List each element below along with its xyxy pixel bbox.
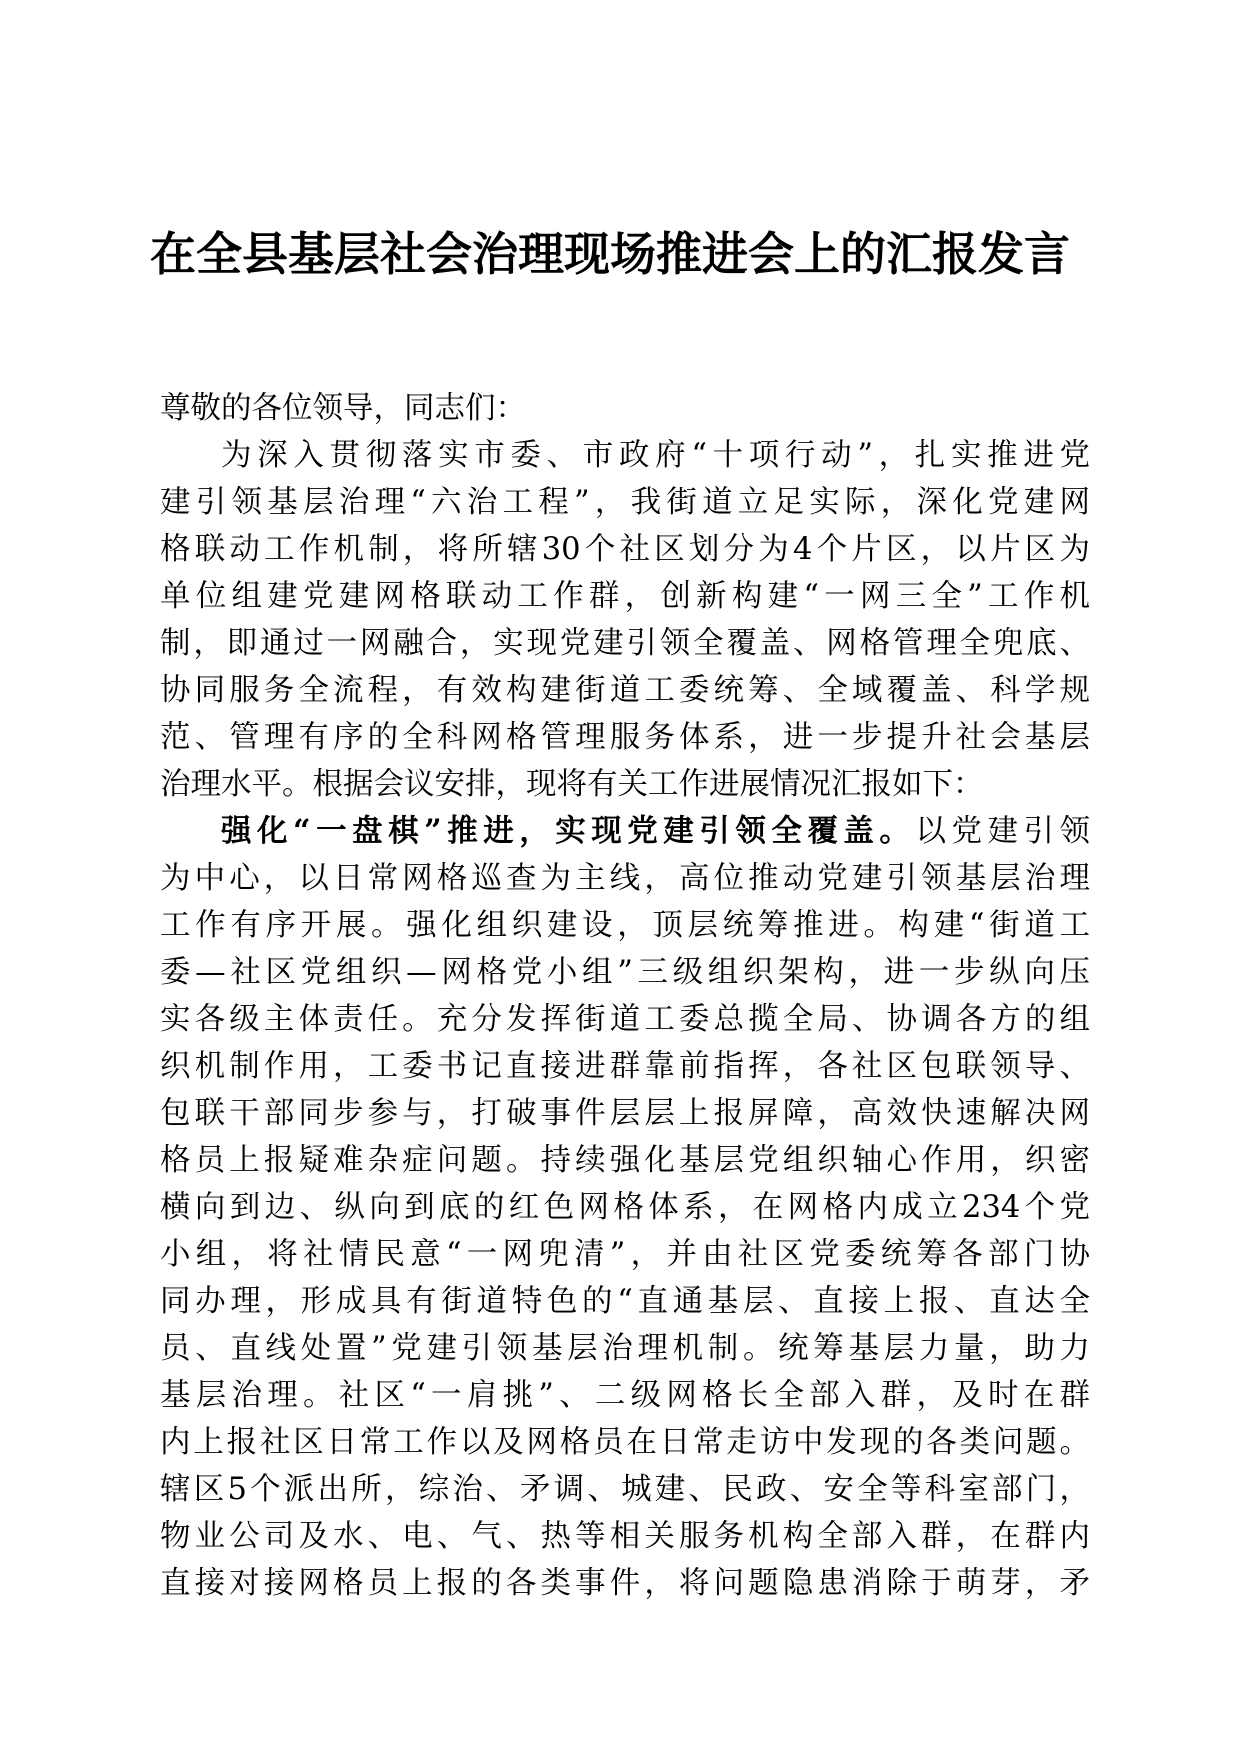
- paragraph-line: 为中心，以日常网格巡查为主线，高位推动党建引领基层治理: [160, 861, 1090, 896]
- document-body: [160, 385, 1090, 1607]
- paragraph-line: 包联干部同步参与，打破事件层层上报屏障，高效快速解决网: [160, 1096, 1090, 1131]
- paragraph-line: 辖区5个派出所，综治、矛调、城建、民政、安全等科室部门，: [160, 1472, 1090, 1507]
- paragraph-1: [160, 432, 1090, 808]
- paragraph-line: 直接对接网格员上报的各类事件，将问题隐患消除于萌芽，矛: [160, 1566, 1090, 1601]
- paragraph-line: 建引领基层治理“六治工程”，我街道立足实际，深化党建网: [160, 485, 1090, 520]
- paragraph-line: 治理水平。根据会议安排，现将有关工作进展情况汇报如下：: [160, 767, 984, 802]
- paragraph-line: 同办理，形成具有街道特色的“直通基层、直接上报、直达全: [160, 1284, 1090, 1319]
- paragraph-line: 织机制作用，工委书记直接进群靠前指挥，各社区包联领导、: [160, 1049, 1090, 1084]
- paragraph-line: 员、直线处置”党建引领基层治理机制。统筹基层力量，助力: [160, 1331, 1090, 1366]
- paragraph-2: [160, 808, 1090, 1607]
- paragraph-line: 委—社区党组织—网格党小组”三级组织架构，进一步纵向压: [160, 955, 1090, 990]
- section-heading: 强化“一盘棋”推进，实现党建引领全覆盖。: [221, 813, 916, 849]
- paragraph-line: 内上报社区日常工作以及网格员在日常走访中发现的各类问题。: [160, 1425, 1090, 1460]
- salutation: 尊敬的各位领导，同志们：: [160, 391, 526, 426]
- paragraph-line: 格联动工作机制，将所辖30个社区划分为4个片区，以片区为: [160, 532, 1090, 567]
- paragraph-line: 为深入贯彻落实市委、市政府“十项行动”，扎实推进党: [221, 438, 1090, 473]
- paragraph-first-line: [160, 808, 1090, 855]
- paragraph-line: 协同服务全流程，有效构建街道工委统筹、全域覆盖、科学规: [160, 673, 1090, 708]
- document-title: 在全县基层社会治理现场推进会上的汇报发言: [150, 227, 1070, 281]
- paragraph-line: 基层治理。社区“一肩挑”、二级网格长全部入群，及时在群: [160, 1378, 1090, 1413]
- paragraph-line: 制，即通过一网融合，实现党建引领全覆盖、网格管理全兜底、: [160, 626, 1090, 661]
- paragraph-line: 单位组建党建网格联动工作群，创新构建“一网三全”工作机: [160, 579, 1090, 614]
- paragraph-line: 范、管理有序的全科网格管理服务体系，进一步提升社会基层: [160, 720, 1090, 755]
- paragraph-line: 横向到边、纵向到底的红色网格体系，在网格内成立234个党: [160, 1190, 1090, 1225]
- paragraph-line: 格员上报疑难杂症问题。持续强化基层党组织轴心作用，织密: [160, 1143, 1090, 1178]
- paragraph-text: 以党建引领: [915, 814, 1091, 849]
- paragraph-line: 实各级主体责任。充分发挥街道工委总揽全局、协调各方的组: [160, 1002, 1090, 1037]
- paragraph-line: 物业公司及水、电、气、热等相关服务机构全部入群，在群内: [160, 1519, 1090, 1554]
- paragraph-line: 工作有序开展。强化组织建设，顶层统筹推进。构建“街道工: [160, 908, 1090, 943]
- paragraph-line: 小组，将社情民意“一网兜清”，并由社区党委统筹各部门协: [160, 1237, 1090, 1272]
